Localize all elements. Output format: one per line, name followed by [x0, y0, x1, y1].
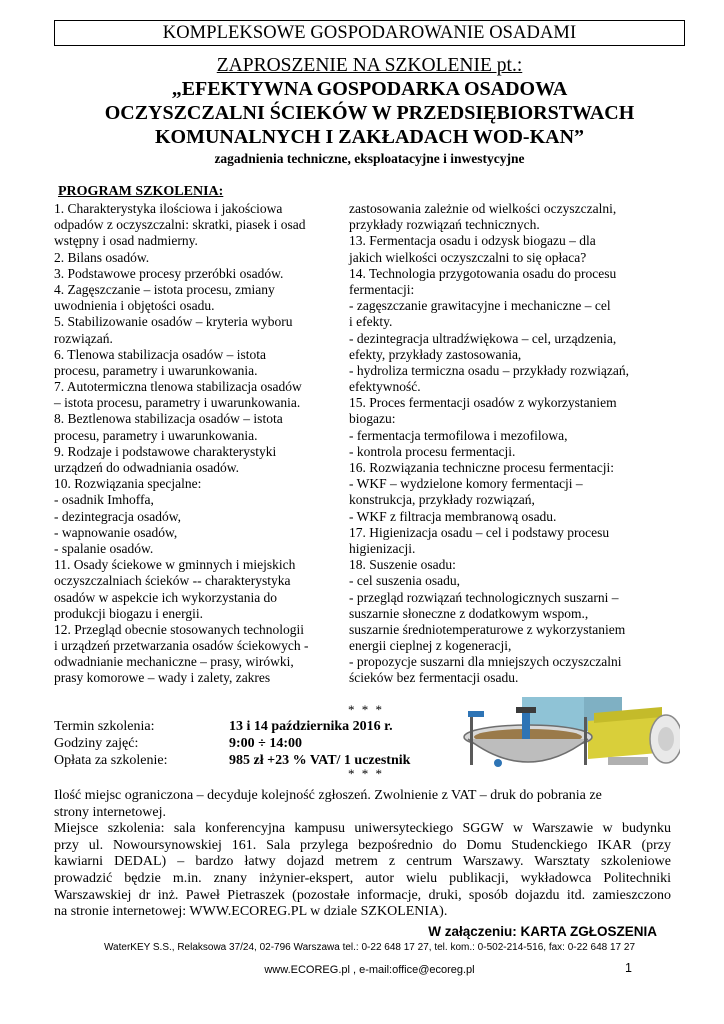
training-title-line: OCZYSZCZALNI ŚCIEKÓW W PRZEDSIĘBIORSTWACH: [104, 102, 635, 124]
body-line: na stronie internetowej: WWW.ECOREG.PL w dziale SZKOLENIA).: [54, 904, 448, 920]
program-line: - fermentacja termofilowa i mezofilowa,: [349, 427, 568, 443]
program-line: przykłady rozwiązań technicznych.: [349, 217, 540, 233]
program-line: 9. Rodzaje i podstawowe charakterystyki: [54, 443, 277, 459]
term-label: Opłata za szkolenie:: [54, 753, 168, 768]
invitation-line: ZAPROSZENIE NA SZKOLENIE pt.:: [216, 55, 523, 76]
page-number: 1: [625, 961, 632, 975]
program-line: - propozycje suszarni dla mniejszych oczyszczalni: [349, 654, 622, 670]
body-line: przy ul. Nowoursynowskiej 161. Sala przylega bezpośrednio do Domu Studenckiego IKAR (przy: [54, 837, 671, 853]
term-row-hours: [54, 735, 474, 752]
program-line: procesu, parametry i uwarunkowania.: [54, 362, 258, 378]
program-line: higienizacji.: [349, 540, 416, 556]
program-line: 14. Technologia przygotowania osadu do procesu: [349, 265, 617, 281]
program-line: 2. Bilans osadów.: [54, 249, 150, 265]
program-line: konstrukcja, przykłady rozwiązań,: [349, 492, 535, 508]
program-line: - cel suszenia osadu,: [349, 573, 460, 589]
training-title: [0, 77, 724, 149]
sludge-equipment-illustration: [458, 693, 680, 773]
program-line: - hydroliza termiczna osadu – przykłady rozwiązań,: [349, 362, 630, 378]
program-line: efekty, przykłady zastosowania,: [349, 346, 522, 362]
program-line: procesu, parametry i uwarunkowania.: [54, 427, 258, 443]
training-title-line: KOMUNALNYCH I ZAKŁADACH WOD-KAN”: [154, 126, 585, 148]
program-line: i efekty.: [349, 314, 393, 330]
training-terms: [54, 718, 474, 769]
program-line: - WKF – wydzielone komory fermentacji –: [349, 476, 583, 492]
program-line: 5. Stabilizowanie osadów – kryteria wyboru: [54, 314, 293, 330]
program-line: 1. Charakterystyka ilościowa i jakościowa: [54, 201, 283, 216]
program-line: ścieków bez fermentacji osadu.: [349, 670, 519, 686]
program-line: rozwiązań.: [54, 330, 113, 346]
program-line: 16. Rozwiązania techniczne procesu fermentacji:: [349, 460, 614, 475]
program-line: fermentacji:: [349, 281, 415, 297]
term-label: Termin szkolenia:: [54, 719, 155, 734]
program-line: urządzeń do odwadniania osadów.: [54, 460, 240, 475]
program-line: 7. Autotermiczna tlenowa stabilizacja osadów: [54, 379, 302, 395]
program-line: suszarnie słoneczne z dodatkowym wspom.,: [349, 605, 589, 621]
program-line: efektywność.: [349, 379, 421, 395]
training-title-line: „EFEKTYWNA GOSPODARKA OSADOWA: [171, 78, 568, 100]
program-line: 12. Przegląd obecnie stosowanych technologii: [54, 621, 305, 637]
program-line: 4. Zagęszczanie – istota procesu, zmiany: [54, 281, 275, 297]
program-line: prasy komorowe – wady i zalety, zakres: [54, 670, 271, 686]
program-line: 8. Beztlenowa stabilizacja osadów – istota: [54, 411, 283, 427]
program-line: 13. Fermentacja osadu i odzysk biogazu – dla: [349, 233, 596, 249]
program-line: – istota procesu, parametry i uwarunkowania.: [54, 395, 301, 411]
training-details-text: [54, 788, 671, 921]
program-line: - dezintegracja ultradźwiękowa – cel, urządzenia,: [349, 330, 617, 346]
program-line: odwadnianie mechaniczne – prasy, wirówki,: [54, 654, 294, 670]
body-line: kawiarni DEDAL) – bardzo łatwy dojazd metrem z centrum Warszawy. Warsztaty szkoleniowe: [54, 854, 671, 870]
program-line: uwodnienia i objętości osadu.: [54, 298, 215, 314]
program-line: - wapnowanie osadów,: [54, 524, 178, 540]
program-left-column: [54, 201, 344, 687]
program-line: produkcji biogazu i energii.: [54, 605, 203, 621]
term-row-date: [54, 718, 474, 735]
program-line: jakich wielkości oczyszczalni to się opłaca?: [349, 249, 587, 265]
program-right-column: [349, 201, 649, 687]
body-line: Ilość miejsc ograniczona – decyduje kolejność zgłoszeń. Zwolnienie z VAT – druk do pobrania ze: [54, 788, 602, 803]
program-line: energii cieplnej z kogeneracji,: [349, 638, 512, 654]
program-line: odpadów z oczyszczalni: skratki, piasek i osad: [54, 217, 306, 233]
program-heading: PROGRAM SZKOLENIA:: [58, 184, 224, 199]
program-line: osadów w aspekcie ich wykorzystania do: [54, 589, 278, 605]
program-line: 17. Higienizacja osadu – cel i podstawy procesu: [349, 524, 610, 540]
program-line: i urządzeń przetwarzania osadów ściekowych -: [54, 638, 309, 654]
footer-address: WaterKEY S.S., Relaksowa 37/24, 02-796 Warszawa tel.: 0-22 648 17 27, tel. kom.: 0-502-214-516, fax: 0-22 648 17 27: [103, 942, 636, 953]
separator-stars: * * *: [348, 766, 384, 781]
series-title: KOMPLEKSOWE GOSPODAROWANIE OSADAMI: [162, 23, 577, 43]
footer-web-link[interactable]: www.ECOREG.pl , e-mail:office@ecoreg.pl: [264, 964, 475, 976]
separator-stars: * * *: [348, 702, 384, 717]
term-label: Godziny zajęć:: [54, 736, 139, 751]
program-line: 18. Suszenie osadu:: [349, 557, 456, 573]
program-line: wstępny i osad nadmierny.: [54, 233, 198, 249]
program-line: suszarnie średniotemperaturowe z wykorzystaniem: [349, 621, 626, 637]
program-line: 15. Proces fermentacji osadów z wykorzystaniem: [349, 395, 617, 411]
program-line: biogazu:: [349, 411, 396, 427]
program-line: - dezintegracja osadów,: [54, 508, 181, 524]
body-line: Miejsce szkolenia: sala konferencyjna kampusu uniwersyteckiego SGGW w Warszawie w budynku: [54, 821, 671, 837]
body-line: prowadzić będzie m.in. znany inżynier-ekspert, autor wielu publikacji, wykładowca Politechniki: [54, 870, 671, 886]
series-title-box: [54, 20, 685, 46]
term-row-fee: [54, 752, 474, 769]
training-subtitle: zagadnienia techniczne, eksploatacyjne i inwestycyjne: [214, 151, 525, 166]
term-value: 13 i 14 października 2016 r.: [229, 719, 393, 734]
term-value: 985 zł +23 % VAT/ 1 uczestnik: [229, 753, 411, 768]
program-line: - osadnik Imhoffa,: [54, 492, 154, 508]
program-line: 10. Rozwiązania specjalne:: [54, 476, 202, 492]
program-line: - kontrola procesu fermentacji.: [349, 443, 516, 459]
program-line: zastosowania zależnie od wielkości oczyszczalni,: [349, 201, 617, 216]
attachment-note: W załączeniu: KARTA ZGŁOSZENIA: [428, 924, 657, 939]
program-line: 3. Podstawowe procesy przeróbki osadów.: [54, 265, 284, 281]
term-value: 9:00 ÷ 14:00: [229, 736, 303, 751]
program-line: - spalanie osadów.: [54, 540, 154, 556]
program-line: 11. Osady ściekowe w gminnych i miejskich: [54, 557, 296, 573]
program-line: - przegląd rozwiązań technologicznych suszarni –: [349, 589, 619, 605]
program-line: - zagęszczanie grawitacyjne i mechaniczne – cel: [349, 298, 611, 314]
program-line: - WKF z filtracja membranową osadu.: [349, 508, 557, 524]
body-line: strony internetowej.: [54, 804, 166, 820]
program-line: 6. Tlenowa stabilizacja osadów – istota: [54, 346, 266, 362]
body-line: Warszawskiej dr inż. Paweł Pietraszek (pozostałe informacje, druki, sposób dojazdu itd. zamieszczono: [54, 887, 671, 903]
program-line: oczyszczalniach ścieków -- charakterystyka: [54, 573, 291, 589]
